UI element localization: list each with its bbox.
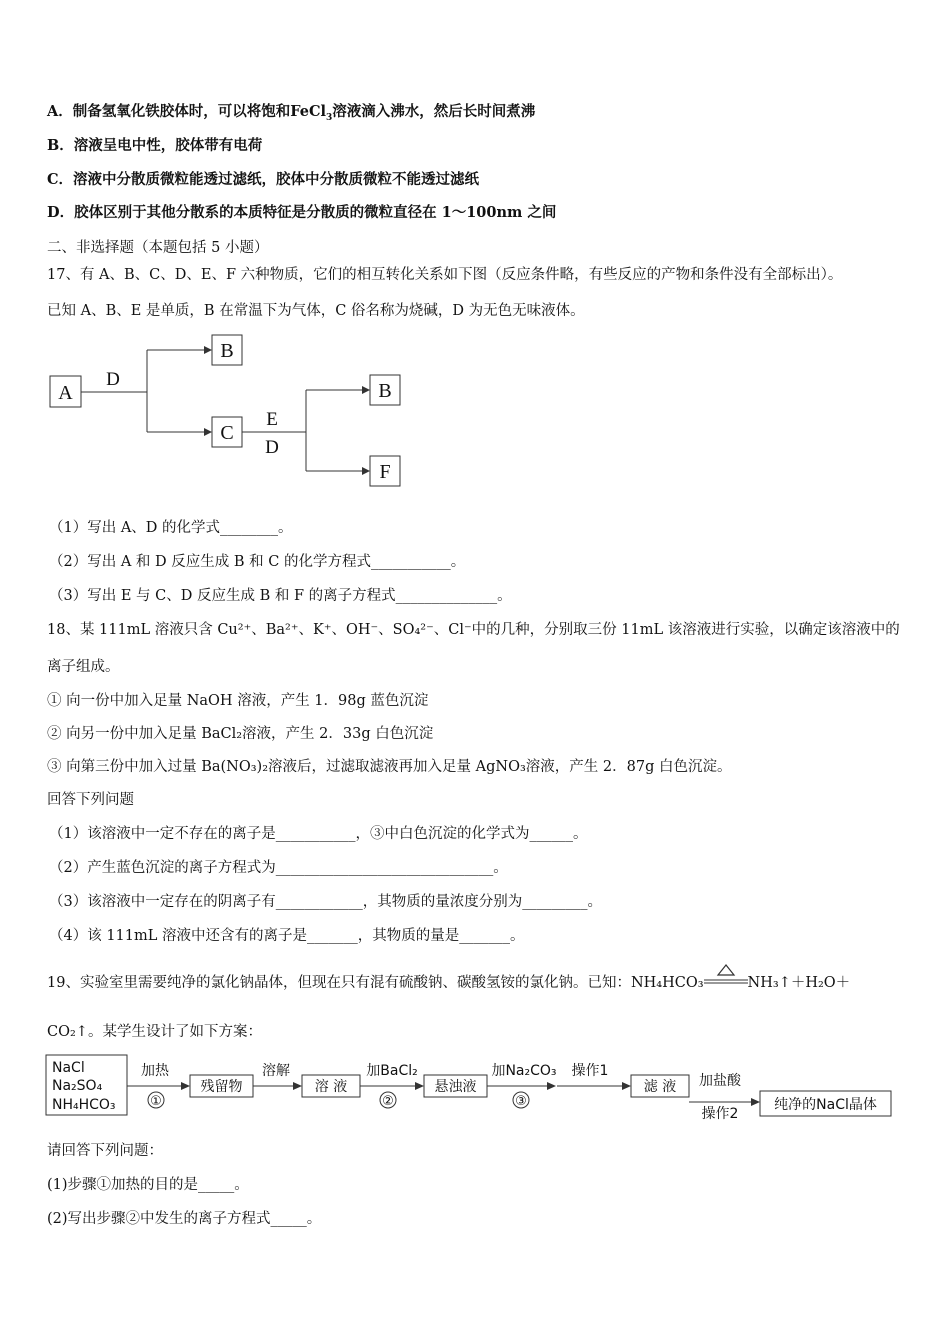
- choice-b: B．溶液呈电中性，胶体带有电荷: [47, 137, 263, 154]
- arrow-label-d2: D: [265, 437, 279, 458]
- box-filtrate-label: 滤 液: [643, 1079, 677, 1095]
- start-nacl: NaCl: [52, 1060, 85, 1076]
- q17-stem-1: 17、有 A、B、C、D、E、F 六种物质，它们的相互转化关系如下图（反应条件略，有些反应的产物和条件没有全部标出）。: [47, 267, 843, 283]
- q17-sub-3: （3）写出 E 与 C、D 反应生成 B 和 F 的离子方程式______________。: [49, 588, 512, 604]
- section-heading: 二、非选择题（本题包括 5 小题）: [47, 240, 269, 256]
- box-solution-label: 溶 液: [314, 1079, 348, 1095]
- start-na2so4: Na₂SO₄: [52, 1078, 103, 1094]
- box-b-right-label: B: [378, 380, 392, 402]
- box-c-label: C: [220, 422, 234, 444]
- q18-exp-3: ③ 向第三份中加入过量 Ba(NO₃)₂溶液后，过滤取滤液再加入足量 AgNO₃溶液，产生 2．87g 白色沉淀。: [47, 759, 732, 775]
- q19-stem-1: 19、实验室里需要纯净的氯化钠晶体，但现在只有混有硫酸钠、碳酸氢铵的氯化钠。已知：NH₄HCO₃ NH₃↑＋H₂O＋: [47, 973, 850, 993]
- box-suspension-label: 悬浊液: [434, 1079, 477, 1095]
- q17-sub-2: （2）写出 A 和 D 反应生成 B 和 C 的化学方程式___________。: [49, 554, 466, 570]
- operation-1-label: 操作1: [571, 1063, 609, 1079]
- start-nh4hco3: NH₄HCO₃: [52, 1097, 116, 1113]
- q19-sub-2: (2)写出步骤②中发生的离子方程式_____。: [47, 1211, 322, 1227]
- choice-d: D．胶体区别于其他分散系的本质特征是分散质的微粒直径在 1～100nm 之间: [47, 204, 557, 221]
- q18-exp-2: ② 向另一份中加入足量 BaCl₂溶液，产生 2．33g 白色沉淀: [47, 726, 434, 742]
- q19-sub-1: (1)步骤①加热的目的是_____。: [47, 1177, 249, 1193]
- q19-flowchart: [0, 1050, 900, 1120]
- step-3-number: ③: [515, 1094, 527, 1109]
- q19-stem-2: CO₂↑。某学生设计了如下方案：: [47, 1024, 262, 1040]
- q18-sub-4: （4）该 111mL 溶液中还含有的离子是_______，其物质的量是_______。: [49, 928, 525, 944]
- arrow-label-e: E: [266, 409, 278, 430]
- box-a-label: A: [58, 382, 73, 404]
- step-1-label: 加热: [141, 1063, 169, 1079]
- step-3-label: 加Na₂CO₃: [491, 1063, 557, 1079]
- add-hcl-label: 加盐酸: [699, 1073, 741, 1089]
- step-1-number: ①: [150, 1094, 162, 1109]
- operation-2-label: 操作2: [701, 1106, 739, 1120]
- box-residue-label: 残留物: [200, 1079, 243, 1095]
- dissolve-label: 溶解: [262, 1063, 290, 1079]
- box-pure-nacl-label: 纯净的NaCl晶体: [774, 1097, 877, 1113]
- q18-sub-1: （1）该溶液中一定不存在的离子是___________，③中白色沉淀的化学式为______。: [49, 826, 588, 842]
- q18-stem-2: 离子组成。: [47, 659, 120, 675]
- q17-diagram: [0, 325, 450, 500]
- q18-exp-1: ① 向一份中加入足量 NaOH 溶液，产生 1．98g 蓝色沉淀: [47, 693, 429, 709]
- q17-sub-1: （1）写出 A、D 的化学式________。: [49, 520, 293, 536]
- q18-answer-intro: 回答下列问题: [47, 792, 134, 808]
- choice-c: C．溶液中分散质微粒能透过滤纸，胶体中分散质微粒不能透过滤纸: [47, 171, 480, 188]
- box-f-label: F: [379, 461, 391, 483]
- equation-arrow: [704, 973, 748, 993]
- q19-answer-intro: 请回答下列问题：: [47, 1143, 163, 1159]
- choice-a: A．制备氢氧化铁胶体时，可以将饱和FeCl$_3$溶液滴入沸水，然后长时间煮沸: [47, 103, 536, 123]
- step-2-label: 加BaCl₂: [366, 1063, 418, 1079]
- box-b-top-label: B: [220, 340, 234, 362]
- arrow-label-d1: D: [106, 369, 120, 390]
- q18-stem-1: 18、某 111mL 溶液只含 Cu²⁺、Ba²⁺、K⁺、OH⁻、SO₄²⁻、Cl⁻中的几种，分别取三份 11mL 该溶液进行实验，以确定该溶液中的: [47, 622, 900, 638]
- q17-stem-2: 已知 A、B、E 是单质，B 在常温下为气体，C 俗名称为烧碱，D 为无色无味液体。: [47, 303, 585, 319]
- q18-sub-3: （3）该溶液中一定存在的阴离子有____________，其物质的量浓度分别为_________。: [49, 894, 602, 910]
- step-2-number: ②: [382, 1094, 394, 1109]
- q18-sub-2: （2）产生蓝色沉淀的离子方程式为______________________________。: [49, 860, 508, 876]
